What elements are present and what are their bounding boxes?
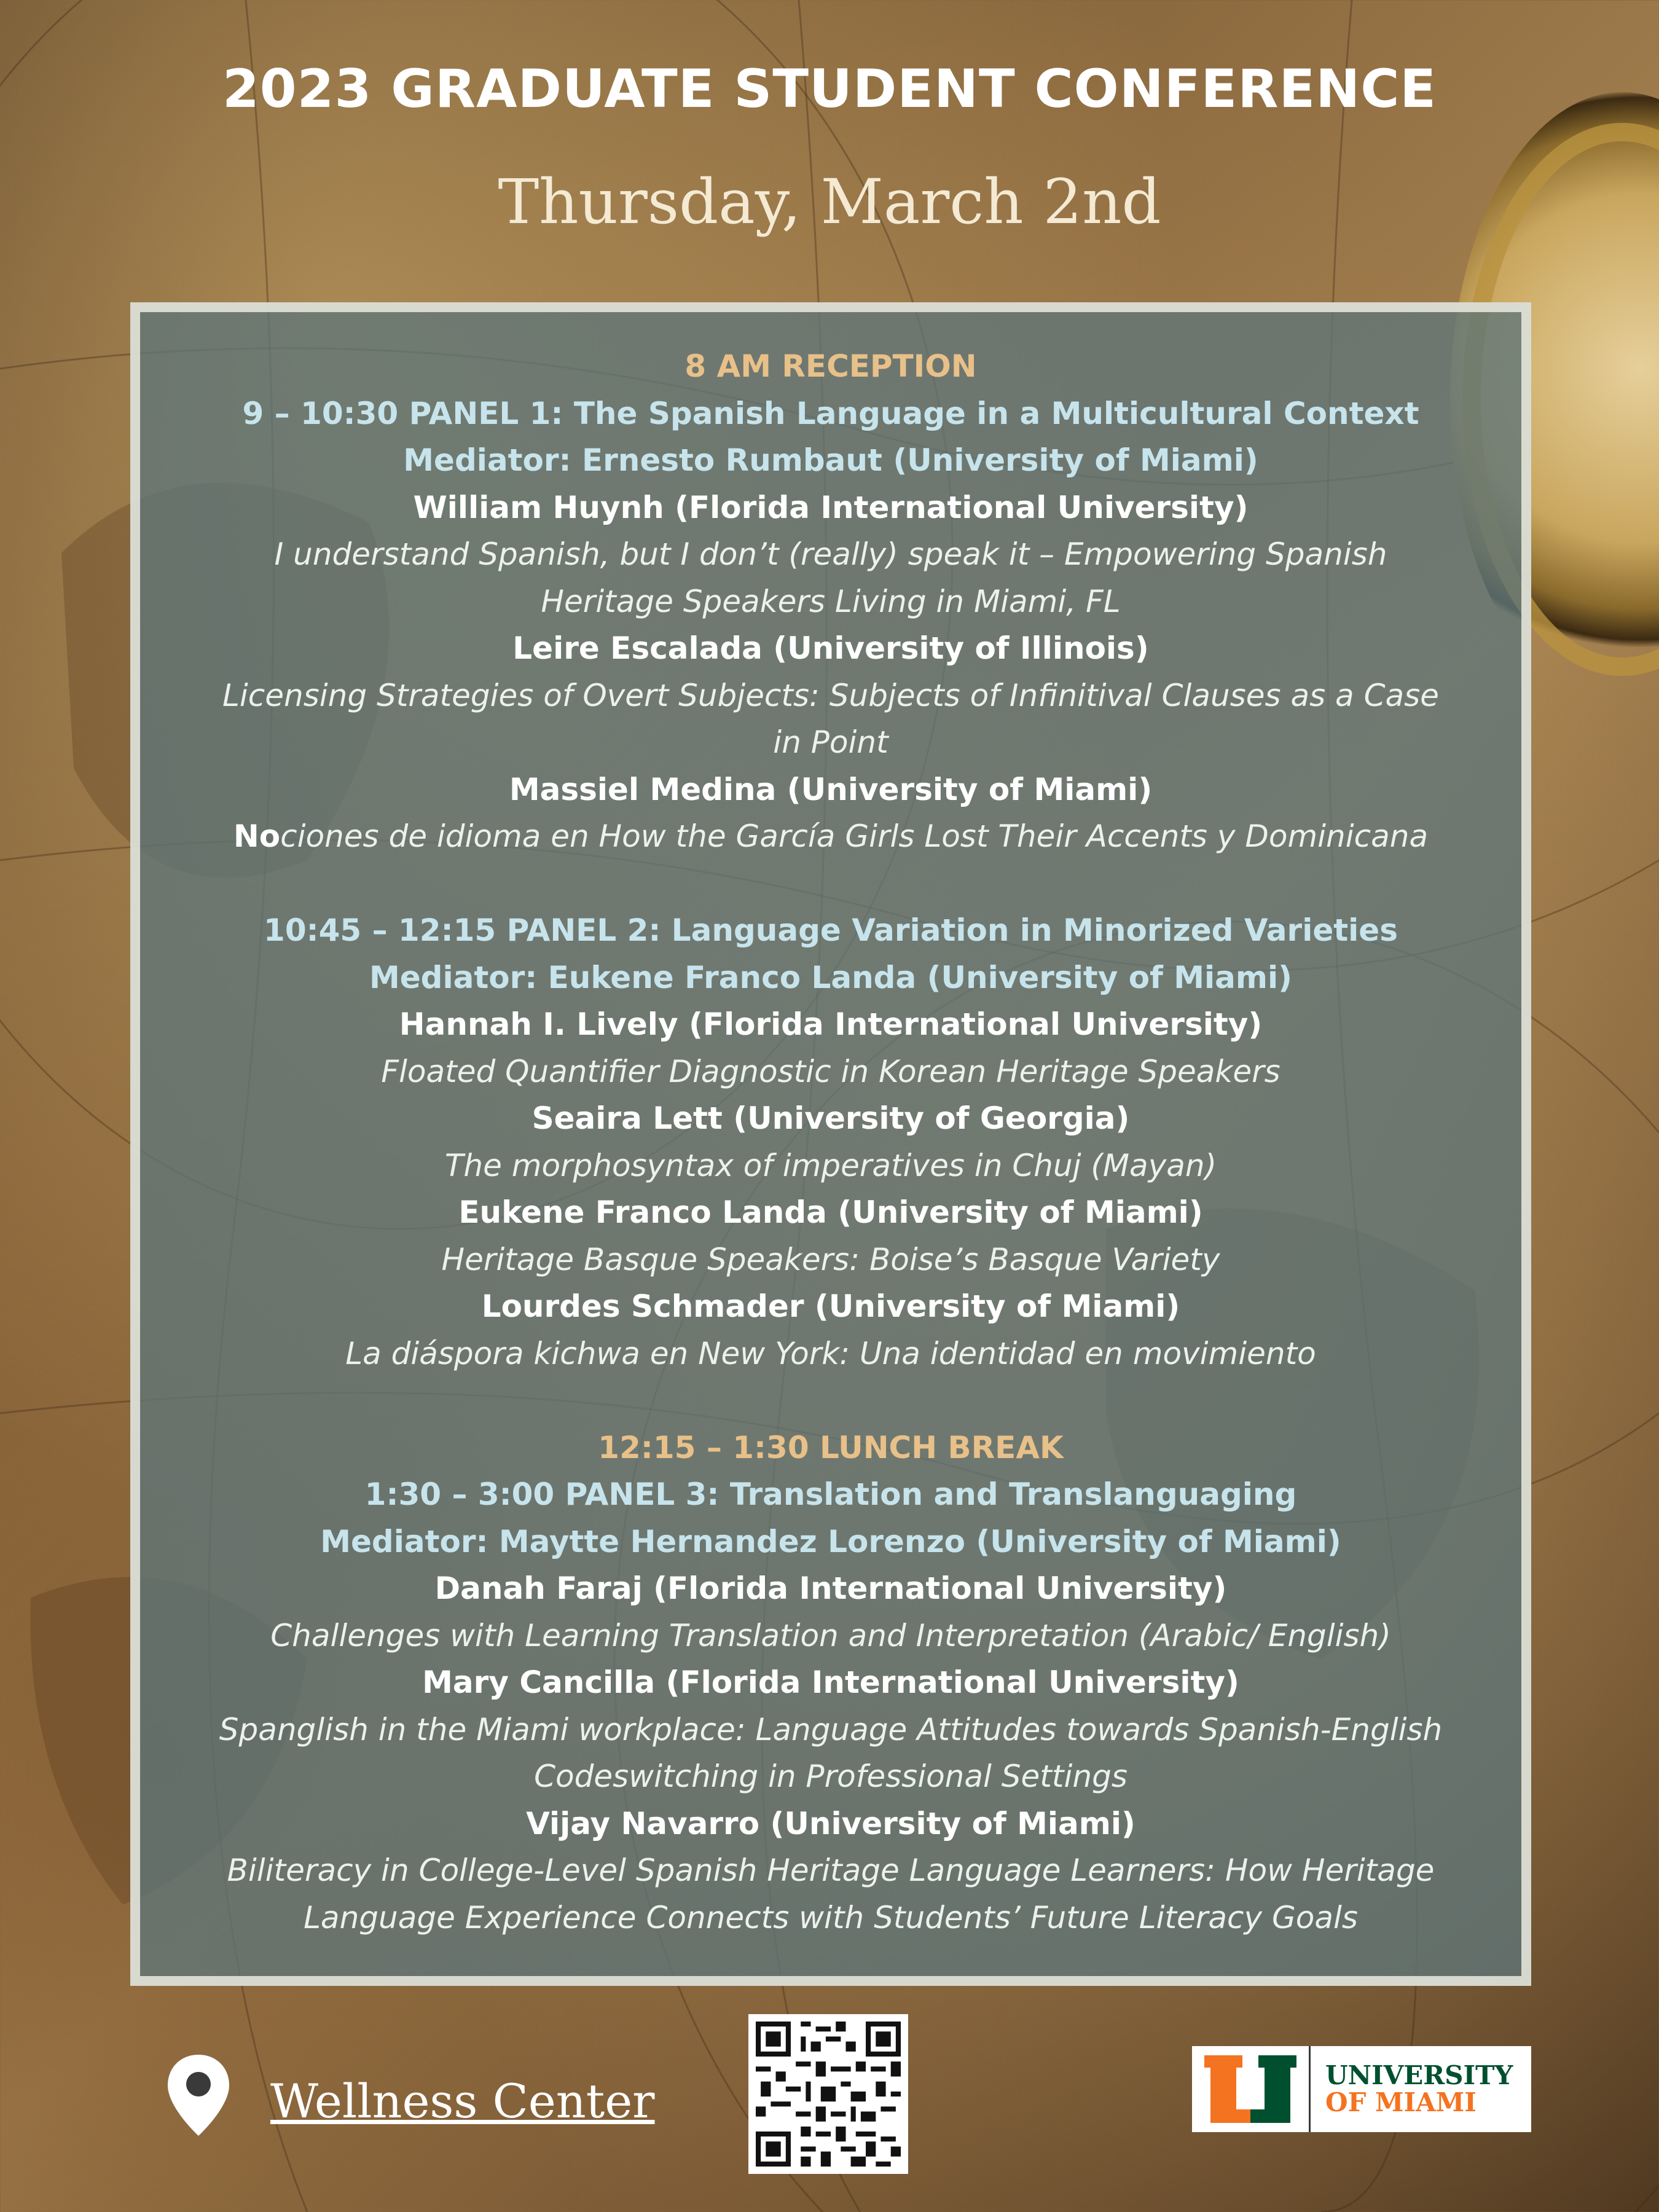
- talk-title: in Point: [773, 724, 888, 760]
- schedule-list: [140, 343, 1521, 1941]
- university-of-miami-logo: [1192, 2046, 1531, 2132]
- talk-title: Heritage Speakers Living in Miami, FL: [541, 583, 1121, 619]
- talk-title-bold-prefix: No: [233, 818, 281, 854]
- panel-3-mediator: Mediator: Maytte Hernandez Lorenzo (University of Miami): [320, 1523, 1341, 1559]
- spacer: [140, 1377, 1521, 1424]
- spacer: [140, 860, 1521, 908]
- venue-link[interactable]: Wellness Center: [270, 2074, 655, 2128]
- talk-title: La diáspora kichwa en New York: Una identidad en movimiento: [345, 1335, 1316, 1371]
- speaker-name: Leire Escalada (University of Illinois): [512, 630, 1149, 666]
- qr-code-pattern: [756, 2022, 901, 2167]
- speaker-name: Seaira Lett (University of Georgia): [531, 1100, 1130, 1136]
- speaker-name: Hannah I. Lively (Florida International University): [399, 1006, 1263, 1042]
- talk-title: The morphosyntax of imperatives in Chuj (Mayan): [444, 1147, 1217, 1183]
- speaker-name: Mary Cancilla (Florida International University): [422, 1665, 1239, 1700]
- qr-code-icon[interactable]: [748, 2014, 908, 2174]
- schedule-panel: [130, 302, 1531, 1986]
- speaker-name: William Huynh (Florida International University): [413, 489, 1249, 525]
- logo-line-2: OF MIAMI: [1325, 2087, 1477, 2117]
- lunch-break: 12:15 – 1:30 LUNCH BREAK: [598, 1429, 1064, 1465]
- u-logo-icon: [1192, 2046, 1311, 2132]
- panel-2-heading: 10:45 – 12:15 PANEL 2: Language Variation in Minorized Varieties: [264, 912, 1398, 948]
- talk-title: Spanglish in the Miami workplace: Language Attitudes towards Spanish-English: [219, 1711, 1443, 1747]
- talk-title: Codeswitching in Professional Settings: [534, 1759, 1128, 1794]
- logo-wordmark: [1311, 2062, 1513, 2116]
- speaker-name: Vijay Navarro (University of Miami): [526, 1805, 1135, 1841]
- speaker-name: Eukene Franco Landa (University of Miami): [458, 1194, 1203, 1230]
- speaker-name: Lourdes Schmader (University of Miami): [481, 1288, 1180, 1324]
- talk-title: Biliteracy in College-Level Spanish Heritage Language Learners: How Heritage: [227, 1853, 1435, 1888]
- speaker-name: Massiel Medina (University of Miami): [509, 771, 1153, 807]
- talk-title: Licensing Strategies of Overt Subjects: Subjects of Infinitival Clauses as a Case: [222, 677, 1439, 713]
- map-pin-icon: [165, 2052, 232, 2138]
- panel-3-heading: 1:30 – 3:00 PANEL 3: Translation and Translanguaging: [364, 1477, 1297, 1512]
- talk-title: Challenges with Learning Translation and Interpretation (Arabic/ English): [270, 1617, 1391, 1653]
- panel-1-heading: 9 – 10:30 PANEL 1: The Spanish Language in a Multicultural Context: [242, 395, 1419, 431]
- panel-1-mediator: Mediator: Ernesto Rumbaut (University of Miami): [403, 442, 1258, 478]
- logo-line-1: UNIVERSITY: [1325, 2060, 1513, 2090]
- talk-title: Language Experience Connects with Students’ Future Literacy Goals: [304, 1899, 1358, 1936]
- reception-time: 8 AM RECEPTION: [684, 348, 977, 384]
- talk-title: Heritage Basque Speakers: Boise’s Basque Variety: [441, 1241, 1220, 1277]
- page-title: 2023 GRADUATE STUDENT CONFERENCE: [222, 58, 1437, 120]
- talk-title: Floated Quantifier Diagnostic in Korean Heritage Speakers: [381, 1053, 1281, 1089]
- talk-title-rest: ciones de idioma en How the García Girls Lost Their Accents y Dominicana: [280, 818, 1429, 854]
- panel-2-mediator: Mediator: Eukene Franco Landa (University of Miami): [369, 959, 1292, 995]
- event-date: Thursday, March 2nd: [498, 166, 1161, 238]
- speaker-name: Danah Faraj (Florida International University): [434, 1571, 1227, 1606]
- talk-title: I understand Spanish, but I don’t (really) speak it – Empowering Spanish: [274, 536, 1387, 572]
- talk-title: [140, 813, 1521, 860]
